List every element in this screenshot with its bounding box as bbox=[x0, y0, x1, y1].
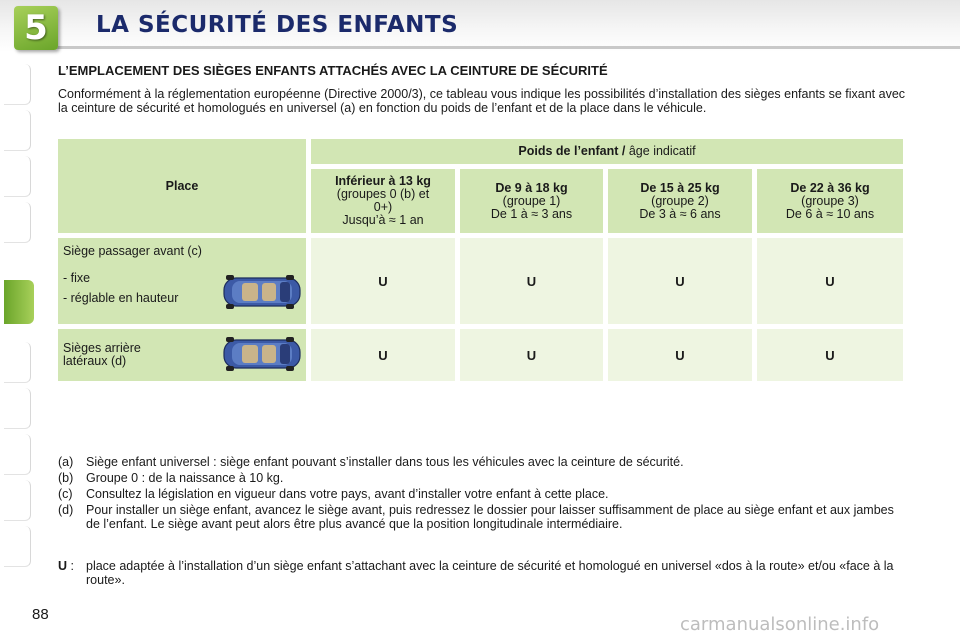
cell-value: U bbox=[311, 329, 455, 381]
cell-value: U bbox=[757, 238, 903, 324]
footnote-key: (a) bbox=[58, 455, 74, 469]
footnote-text: Pour installer un siège enfant, avancez le siège avant, puis redressez le dossier pour laisser suffisamment de place au siège enfant et aux jambes de l’enfant. Le siège avant peut alors être plus avancé que la position longitudinale intermédiaire. bbox=[86, 503, 894, 531]
weight-header bbox=[311, 139, 903, 164]
row-sublabel: - fixe bbox=[63, 271, 91, 285]
footnote-text: Groupe 0 : de la naissance à 10 kg. bbox=[86, 471, 284, 485]
column-header bbox=[460, 169, 603, 233]
footnote-text: Consultez la législation en vigueur dans votre pays, avant d’installer votre enfant à cette place. bbox=[86, 487, 609, 501]
footnote bbox=[58, 487, 908, 501]
cell-value: U bbox=[460, 238, 603, 324]
chapter-tab[interactable] bbox=[4, 480, 31, 521]
cell-value: U bbox=[608, 238, 752, 324]
column-group: (groupes 0 (b) et 0+) bbox=[336, 187, 430, 214]
column-header bbox=[311, 169, 455, 233]
weight-header-regular: âge indicatif bbox=[628, 144, 696, 158]
column-age: De 6 à ≈ 10 ans bbox=[785, 206, 875, 221]
column-header bbox=[757, 169, 903, 233]
chapter-tab-active[interactable] bbox=[4, 280, 34, 324]
chapter-tabs bbox=[0, 52, 32, 592]
column-title: De 9 à 18 kg bbox=[495, 180, 568, 195]
weight-header-bold: Poids de l’enfant / bbox=[518, 144, 626, 158]
column-title: De 22 à 36 kg bbox=[790, 180, 870, 195]
chapter-tab[interactable] bbox=[4, 64, 31, 105]
column-title: De 15 à 25 kg bbox=[640, 180, 720, 195]
chapter-tab[interactable] bbox=[4, 202, 31, 243]
footnote bbox=[58, 455, 908, 469]
row-label-front bbox=[58, 238, 306, 324]
column-age: De 3 à ≈ 6 ans bbox=[639, 206, 721, 221]
watermark: carmanualsonline.info bbox=[680, 614, 880, 635]
section-title: L’EMPLACEMENT DES SIÈGES ENFANTS ATTACHÉS AVEC LA CEINTURE DE SÉCURITÉ bbox=[58, 63, 608, 78]
place-header: Place bbox=[58, 139, 306, 233]
column-group: (groupe 3) bbox=[801, 193, 859, 208]
chapter-tab[interactable] bbox=[4, 526, 31, 567]
cell-value: U bbox=[311, 238, 455, 324]
row-label-rear bbox=[58, 329, 306, 381]
chapter-tab[interactable] bbox=[4, 434, 31, 475]
u-legend-key: U : bbox=[58, 559, 74, 573]
footnotes bbox=[58, 455, 908, 533]
cell-value: U bbox=[757, 329, 903, 381]
column-age: De 1 à ≈ 3 ans bbox=[490, 206, 573, 221]
header-divider bbox=[50, 46, 960, 49]
footnote bbox=[58, 503, 908, 531]
chapter-tab[interactable] bbox=[4, 342, 31, 383]
chapter-tab[interactable] bbox=[4, 156, 31, 197]
footnote bbox=[58, 471, 908, 485]
row-label: Siège passager avant (c) bbox=[63, 244, 202, 258]
row-sublabel: - réglable en hauteur bbox=[63, 291, 179, 305]
u-legend-text: place adaptée à l’installation d’un siège enfant s’attachant avec la ceinture de sécurité et homologué en universel «dos à la route» et/ou «face à la route». bbox=[86, 559, 894, 587]
footnote-key: (b) bbox=[58, 471, 74, 485]
cell-value: U bbox=[460, 329, 603, 381]
column-age: Jusqu’à ≈ 1 an bbox=[342, 213, 424, 227]
chapter-number-badge bbox=[14, 6, 58, 50]
chapter-tab[interactable] bbox=[4, 110, 31, 151]
car-top-view-icon bbox=[222, 334, 302, 374]
chapter-tab[interactable] bbox=[4, 388, 31, 429]
footnote-text: Siège enfant universel : siège enfant pouvant s’installer dans tous les véhicules avec la ceinture de sécurité. bbox=[86, 455, 684, 469]
chapter-title: LA SÉCURITÉ DES ENFANTS bbox=[96, 12, 459, 38]
column-group: (groupe 2) bbox=[651, 193, 709, 208]
row-label: Sièges arrière latéraux (d) bbox=[63, 341, 141, 368]
page-number: 88 bbox=[32, 606, 49, 623]
column-title: Inférieur à 13 kg bbox=[335, 174, 431, 188]
u-legend bbox=[58, 559, 908, 587]
car-top-view-icon bbox=[222, 272, 302, 312]
footnote-key: (d) bbox=[58, 503, 74, 517]
column-group: (groupe 1) bbox=[502, 193, 561, 208]
cell-value: U bbox=[608, 329, 752, 381]
intro-paragraph: Conformément à la réglementation européenne (Directive 2000/3), ce tableau vous indique les possibilités d’installation des sièges enfants se fixant avec la ceinture de sécurité et homologués en universel (a) en fonction du poids de l’enfant et de la place dans le véhicule. bbox=[58, 87, 906, 115]
chapter-number: 5 bbox=[24, 8, 48, 48]
footnote-key: (c) bbox=[58, 487, 73, 501]
column-header bbox=[608, 169, 752, 233]
